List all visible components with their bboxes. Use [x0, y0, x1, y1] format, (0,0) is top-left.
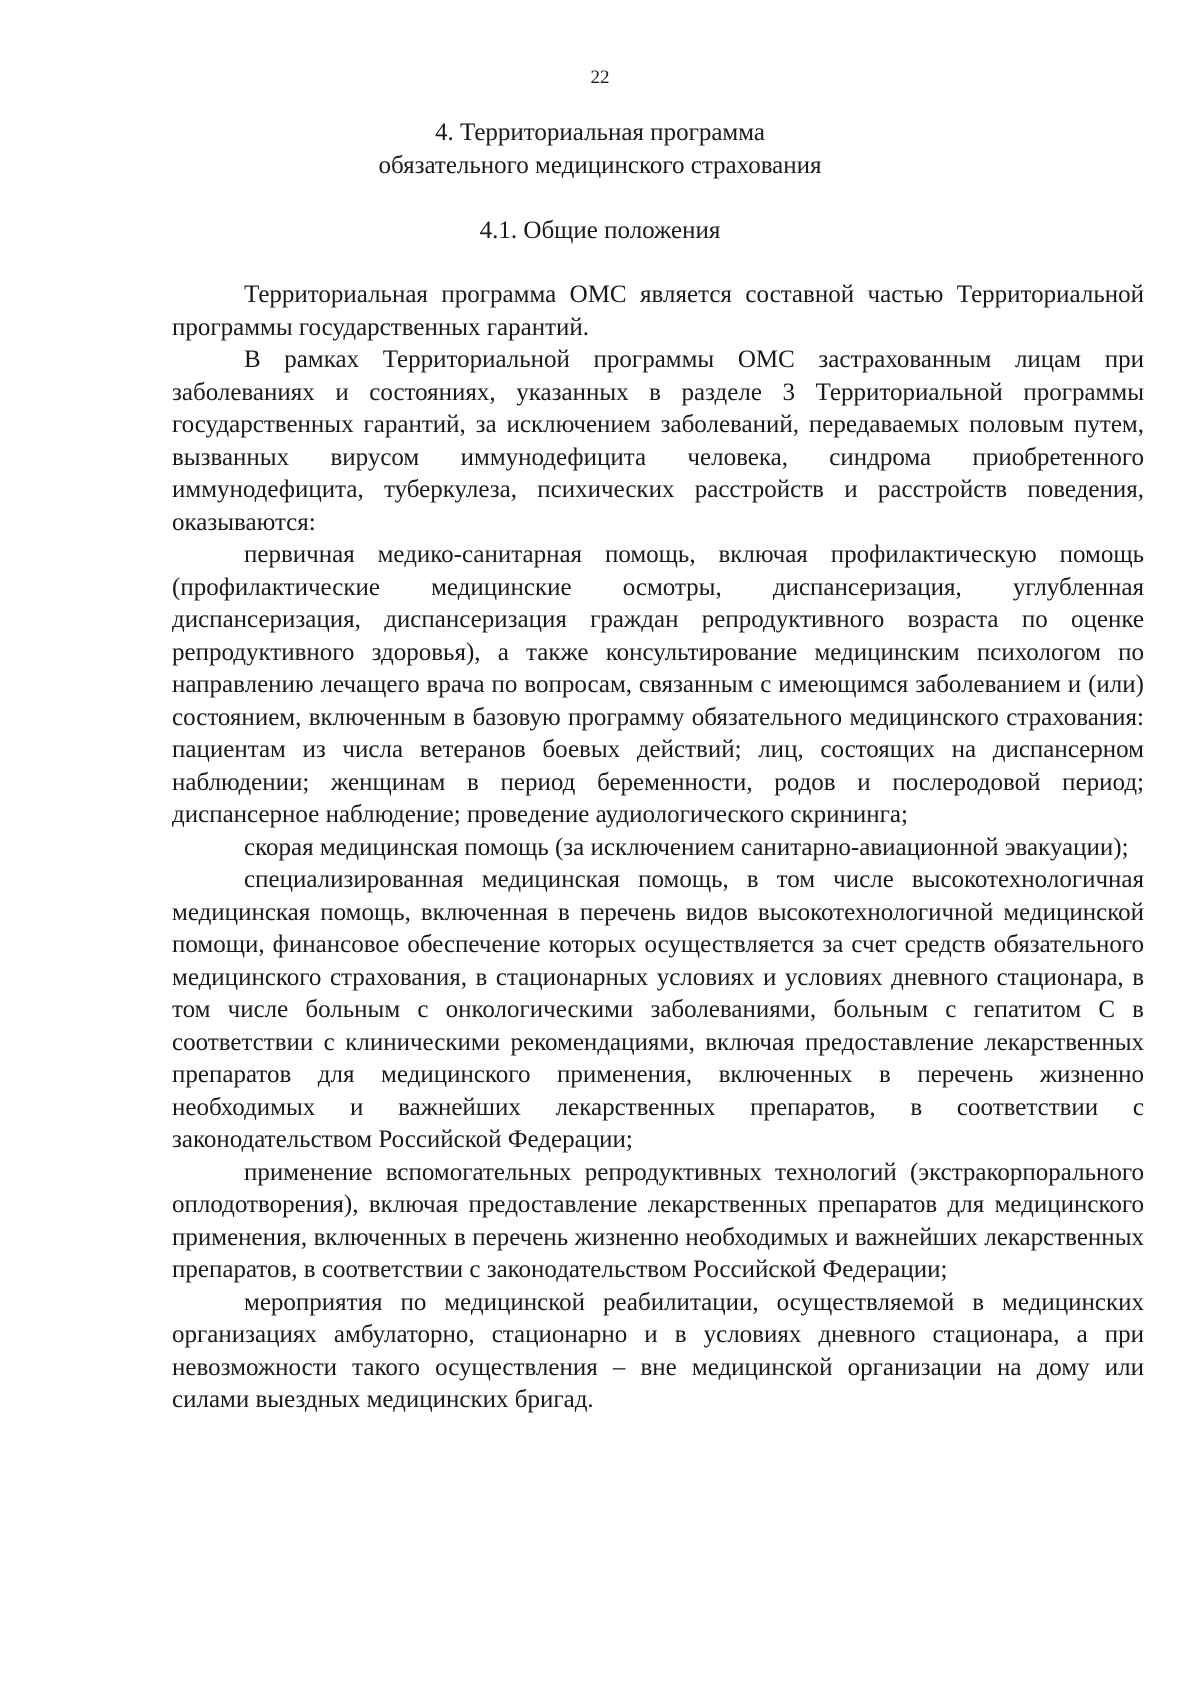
- paragraph-2: В рамках Территориальной программы ОМС застрахованным лицам при заболеваниях и состояниях, указанных в разделе 3 Территориальной программы государственных гарантий, за исключением заболеваний, передаваемых половым путем, вызванных вирусом иммунодефицита человека, синдрома приобретенного иммунодефицита, туберкулеза, психических расстройств и расстройств поведения, оказываются:: [172, 346, 1144, 536]
- section-title-line-2: обязательного медицинского страхования: [378, 152, 822, 179]
- body-text: [172, 279, 1144, 1417]
- paragraph-1: Территориальная программа ОМС является составной частью Территориальной программы государственных гарантий.: [172, 281, 1144, 341]
- section-title: [0, 116, 1200, 182]
- section-title-line-1: 4. Территориальная программа: [435, 119, 765, 146]
- page-number: 22: [590, 67, 610, 88]
- paragraph-7: мероприятия по медицинской реабилитации, осуществляемой в медицинских организациях амбулаторно, стационарно и в условиях дневного стационара, а при невозможности такого осуществления – вне медицинской организации на дому или силами выездных медицинских бригад.: [172, 1288, 1144, 1413]
- paragraph-4: скорая медицинская помощь (за исключением санитарно-авиационной эвакуации);: [244, 833, 1129, 861]
- paragraph-5: специализированная медицинская помощь, в том числе высокотехнологичная медицинская помощь, включенная в перечень видов высокотехнологичной медицинской помощи, финансовое обеспечение которых осуществляется за счет средств обязательного медицинского страхования, в стационарных условиях и условиях дневного стационара, в том числе больным с онкологическими заболеваниями, больным с гепатитом С в соответствии с клиническими рекомендациями, включая предоставление лекарственных препаратов для медицинского применения, включенных в перечень жизненно необходимых и важнейших лекарственных препаратов, в соответствии с законодательством Российской Федерации;: [172, 866, 1144, 1153]
- paragraph-6: применение вспомогательных репродуктивных технологий (экстракорпорального оплодотворения), включая предоставление лекарственных препаратов для медицинского применения, включенных в перечень жизненно необходимых и важнейших лекарственных препаратов, в соответствии с законодательством Российской Федерации;: [172, 1158, 1144, 1283]
- subsection-title: 4.1. Общие положения: [479, 217, 721, 244]
- paragraph-3: первичная медико-санитарная помощь, включая профилактическую помощь (профилактические медицинские осмотры, диспансеризация, углубленная диспансеризация, диспансеризация граждан репродуктивного возраста по оценке репродуктивного здоровья), а также консультирование медицинским психологом по направлению лечащего врача по вопросам, связанным с имеющимся заболеванием и (или) состоянием, включенным в базовую программу обязательного медицинского страхования: пациентам из числа ветеранов боевых действий; лиц, состоящих на диспансерном наблюдении; женщинам в период беременности, родов и послеродовой период; диспансерное наблюдение; проведение аудиологического скрининга;: [172, 541, 1144, 828]
